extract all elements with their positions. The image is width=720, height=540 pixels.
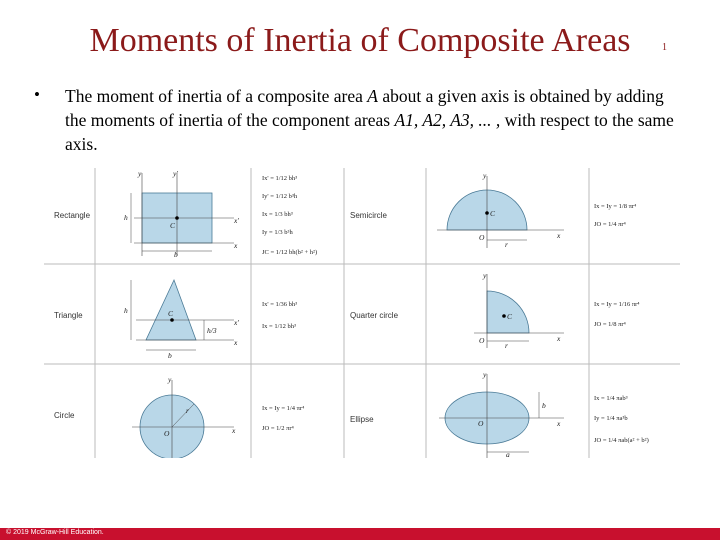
rectangle-label: Rectangle (54, 211, 91, 220)
bullet-var-a: A (367, 86, 378, 106)
ellipse-b: b (542, 401, 546, 410)
formula: Iy = 1/4 πa³b (594, 415, 628, 422)
bullet-text-part-1: The moment of inertia of a composite area (65, 86, 368, 106)
circle-label: Circle (54, 411, 75, 420)
formula: Ix = 1/12 bh³ (262, 323, 296, 330)
bullet-text-part-2: about a given axis is obtained by adding the moments of inertia of the component areas (65, 86, 664, 130)
bullet-point (34, 84, 684, 156)
triangle-b: b (168, 351, 172, 360)
rectangle-formulas (262, 175, 317, 256)
circle-origin: O (164, 429, 170, 438)
quarter-circle-diagram (474, 271, 564, 350)
rectangle-y: y (138, 169, 142, 178)
formula: Ix' = 1/12 bh³ (262, 175, 298, 182)
formula: JO = 1/4 πab(a² + b²) (594, 437, 649, 444)
circle-formulas (262, 405, 305, 432)
figure-svg (44, 168, 680, 458)
ellipse-diagram (439, 370, 564, 458)
formula: Ix' = 1/36 bh³ (262, 301, 298, 308)
rectangle-x2: x (234, 241, 238, 250)
semicircle-origin: O (479, 233, 485, 242)
semicircle-formulas (594, 203, 637, 228)
formula: Ix = 1/3 bh³ (262, 211, 293, 218)
semicircle-label: Semicircle (350, 211, 387, 220)
quarter-circle-y: y (483, 271, 487, 280)
rectangle-x: x' (234, 216, 239, 225)
triangle-x: x (234, 338, 238, 347)
rectangle-centroid: C (170, 221, 176, 230)
ellipse-x: x (557, 419, 561, 428)
ellipse-label: Ellipse (350, 415, 374, 424)
ellipse-a: a (506, 450, 510, 458)
rectangle-yp: y' (173, 169, 178, 178)
ellipse-formulas (594, 395, 649, 444)
ellipse-y: y (483, 370, 487, 379)
slide-number: 1 (662, 42, 667, 53)
copyright-text: © 2019 McGraw-Hill Education. (6, 529, 104, 536)
formula: Ix = Iy = 1/8 πr⁴ (594, 203, 637, 210)
bullet-text-part-3: with respect to the same axis. (65, 110, 674, 154)
slide-title: Moments of Inertia of Composite Areas (89, 22, 631, 59)
triangle-formulas (262, 301, 297, 330)
triangle-diagram (124, 280, 239, 360)
formula: JO = 1/4 πr⁴ (594, 221, 626, 228)
formula: JO = 1/8 πr⁴ (594, 321, 626, 328)
rectangle-diagram (124, 169, 239, 259)
formula: Ix = Iy = 1/4 πr⁴ (262, 405, 305, 412)
semicircle-r: r (505, 240, 508, 249)
footer-bar (0, 528, 720, 540)
moments-of-inertia-table-figure (44, 168, 680, 458)
quarter-circle-label: Quarter circle (350, 311, 399, 320)
rectangle-b: b (174, 250, 178, 259)
quarter-circle-origin: O (479, 336, 485, 345)
semicircle-y: y (483, 171, 487, 180)
semicircle-diagram (437, 171, 564, 249)
rectangle-h: h (124, 213, 128, 222)
bullet-text (65, 84, 684, 156)
semicircle-x: x (557, 231, 561, 240)
circle-diagram (132, 375, 236, 458)
formula: JO = 1/2 πr⁴ (262, 425, 294, 432)
circle-r: r (186, 406, 189, 415)
triangle-h3: h/3 (207, 326, 217, 335)
ellipse-origin: O (478, 419, 484, 428)
circle-x: x (232, 426, 236, 435)
quarter-circle-x: x (557, 334, 561, 343)
formula: Iy = 1/3 b³h (262, 229, 293, 236)
triangle-centroid: C (168, 309, 174, 318)
circle-y: y (168, 375, 172, 384)
semicircle-centroid: C (490, 209, 496, 218)
formula: Ix = 1/4 πab³ (594, 395, 628, 402)
formula: Ix = Iy = 1/16 πr⁴ (594, 301, 640, 308)
quarter-circle-r: r (505, 341, 508, 350)
bullet-components: A1, A2, A3, ... , (394, 110, 501, 130)
quarter-circle-formulas (594, 301, 640, 328)
quarter-circle-centroid: C (507, 312, 513, 321)
triangle-xp: x' (234, 318, 239, 327)
triangle-label: Triangle (54, 311, 83, 320)
formula: Iy' = 1/12 b³h (262, 193, 298, 200)
triangle-h: h (124, 306, 128, 315)
formula: JC = 1/12 bh(b² + h²) (262, 249, 318, 256)
bullet-dot-icon: • (34, 85, 40, 104)
